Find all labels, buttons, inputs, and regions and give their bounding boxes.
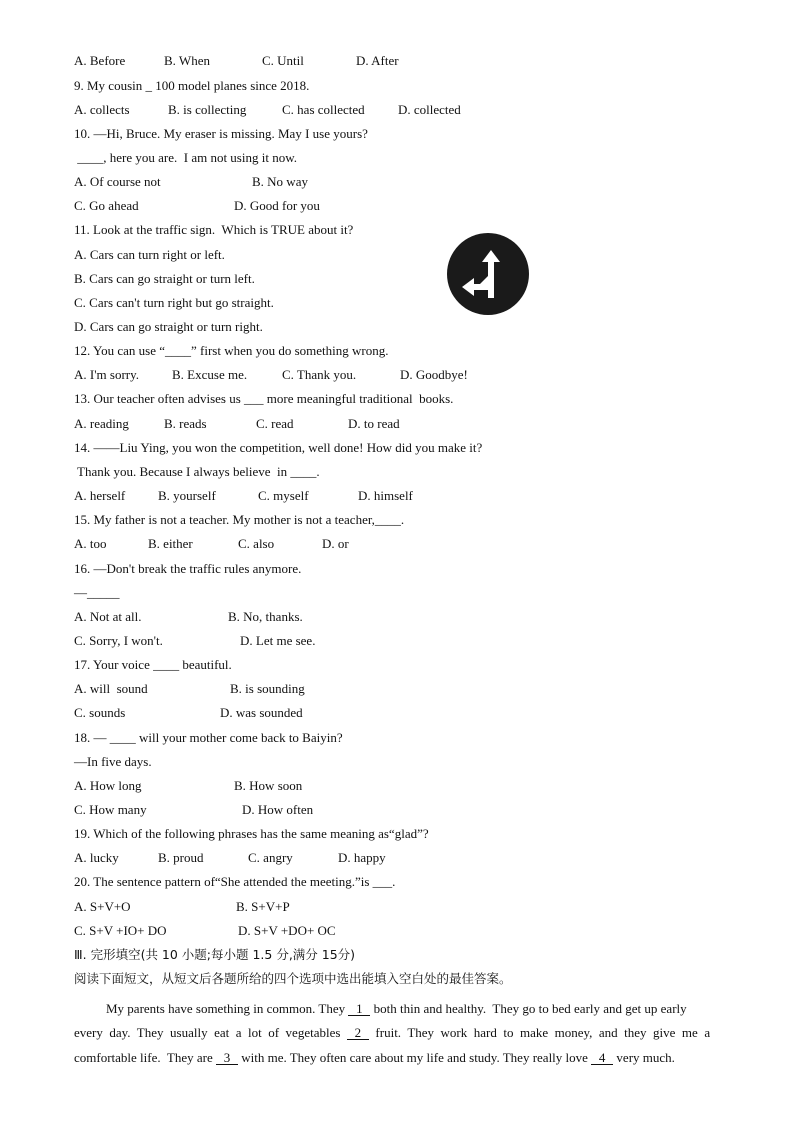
q10-reply: ____, here you are. I am not using it now. [74,150,297,165]
q11-option-b: B. Cars can go straight or turn left. [74,271,255,286]
passage-text: My parents have something in common. They [106,1001,349,1016]
blank-3: 3 [216,1051,238,1065]
q15-option-b: B. either [148,536,193,551]
q14-reply: Thank you. Because I always believe in ____. [74,464,320,479]
q13-stem: 13. Our teacher often advises us ___ more meaningful traditional books. [74,391,454,406]
q9-option-c: C. has collected [282,102,365,117]
q13-option-b: B. reads [164,416,207,431]
q15-stem: 15. My father is not a teacher. My mother is not a teacher,____. [74,512,405,527]
q8-option-a: A. Before [74,53,126,68]
q9-option-a: A. collects [74,102,130,117]
q20-option-b: B. S+V+P [236,899,290,914]
q17-option-d: D. was sounded [220,705,303,720]
q20-stem: 20. The sentence pattern of“She attended the meeting.”is ___. [74,874,396,889]
q10-option-b: B. No way [252,174,308,189]
q20-option-a: A. S+V+O [74,899,131,914]
passage-line-2 [74,1025,710,1041]
q14-option-b: B. yourself [158,488,216,503]
q12-option-d: D. Goodbye! [400,367,468,382]
q19-option-d: D. happy [338,850,386,865]
section-instruction: 阅读下面短文，从短文后各题所给的四个选项中选出能填入空白处的最佳答案。 [74,971,512,986]
q14-stem: 14. ——Liu Ying, you won the competition, well done! How did you make it? [74,440,483,455]
q13-option-d: D. to read [348,416,400,431]
q19-option-a: A. lucky [74,850,119,865]
q15-option-d: D. or [322,536,349,551]
q10-option-d: D. Good for you [234,198,320,213]
passage-text: fruit. They work hard to make money, and they give me a [368,1025,711,1040]
q15-option-a: A. too [74,536,107,551]
passage-text: every day. They usually eat a lot of vegetables [74,1025,347,1040]
q11-option-d: D. Cars can go straight or turn right. [74,319,263,334]
passage-line-3 [74,1050,675,1066]
q14-option-c: C. myself [258,488,309,503]
q10-option-a: A. Of course not [74,174,161,189]
q19-stem: 19. Which of the following phrases has the same meaning as“glad”? [74,826,429,841]
q18-option-d: D. How often [242,802,314,817]
q11-option-c: C. Cars can't turn right but go straight. [74,295,274,310]
q13-option-a: A. reading [74,416,129,431]
q16-option-d: D. Let me see. [240,633,316,648]
q18-option-b: B. How soon [234,778,303,793]
passage-line-1 [106,1001,687,1017]
q11-stem: 11. Look at the traffic sign. Which is TRUE about it? [74,222,354,237]
q17-option-b: B. is sounding [230,681,305,696]
q12-option-a: A. I'm sorry. [74,367,140,382]
q18-option-a: A. How long [74,778,142,793]
q14-option-a: A. herself [74,488,126,503]
q9-option-d: D. collected [398,102,461,117]
q17-option-a: A. will sound [74,681,148,696]
q18-stem: 18. — ____ will your mother come back to Baiyin? [74,730,343,745]
q12-stem: 12. You can use “____” first when you do something wrong. [74,343,389,358]
q17-stem: 17. Your voice ____ beautiful. [74,657,232,672]
q18-option-c: C. How many [74,802,147,817]
q9-stem: 9. My cousin _ 100 model planes since 2018. [74,78,310,93]
q8-option-c: C. Until [262,53,304,68]
q16-option-c: C. Sorry, I won't. [74,633,163,648]
q10-stem: 10. —Hi, Bruce. My eraser is missing. May I use yours? [74,126,368,141]
q8-option-d: D. After [356,53,399,68]
q12-option-c: C. Thank you. [282,367,357,382]
q12-option-b: B. Excuse me. [172,367,248,382]
q16-reply: —_____ [74,585,120,600]
q18-reply: —In five days. [74,754,152,769]
q10-option-c: C. Go ahead [74,198,139,213]
q16-stem: 16. —Don't break the traffic rules anymore. [74,561,302,576]
q8-option-b: B. When [164,53,210,68]
section-heading: Ⅲ. 完形填空(共 10 小题;每小题 1.5 分,满分 15分) [74,947,356,962]
straight-or-left-arrow-sign-icon [446,232,530,316]
q14-option-d: D. himself [358,488,413,503]
q16-option-b: B. No, thanks. [228,609,303,624]
q9-option-b: B. is collecting [168,102,247,117]
q19-option-c: C. angry [248,850,293,865]
passage-text: with me. They often care about my life and study. They really love [237,1050,592,1065]
passage-text: very much. [613,1050,675,1065]
q20-option-d: D. S+V +DO+ OC [238,923,336,938]
q13-option-c: C. read [256,416,294,431]
blank-1: 1 [348,1002,370,1016]
q16-option-a: A. Not at all. [74,609,142,624]
blank-4: 4 [591,1051,613,1065]
q11-option-a: A. Cars can turn right or left. [74,247,225,262]
q15-option-c: C. also [238,536,275,551]
passage-text: both thin and healthy. They go to bed early and get up early [370,1001,687,1016]
q17-option-c: C. sounds [74,705,126,720]
blank-2: 2 [347,1026,369,1040]
q19-option-b: B. proud [158,850,204,865]
passage-text: comfortable life. They are [74,1050,216,1065]
q20-option-c: C. S+V +IO+ DO [74,923,167,938]
